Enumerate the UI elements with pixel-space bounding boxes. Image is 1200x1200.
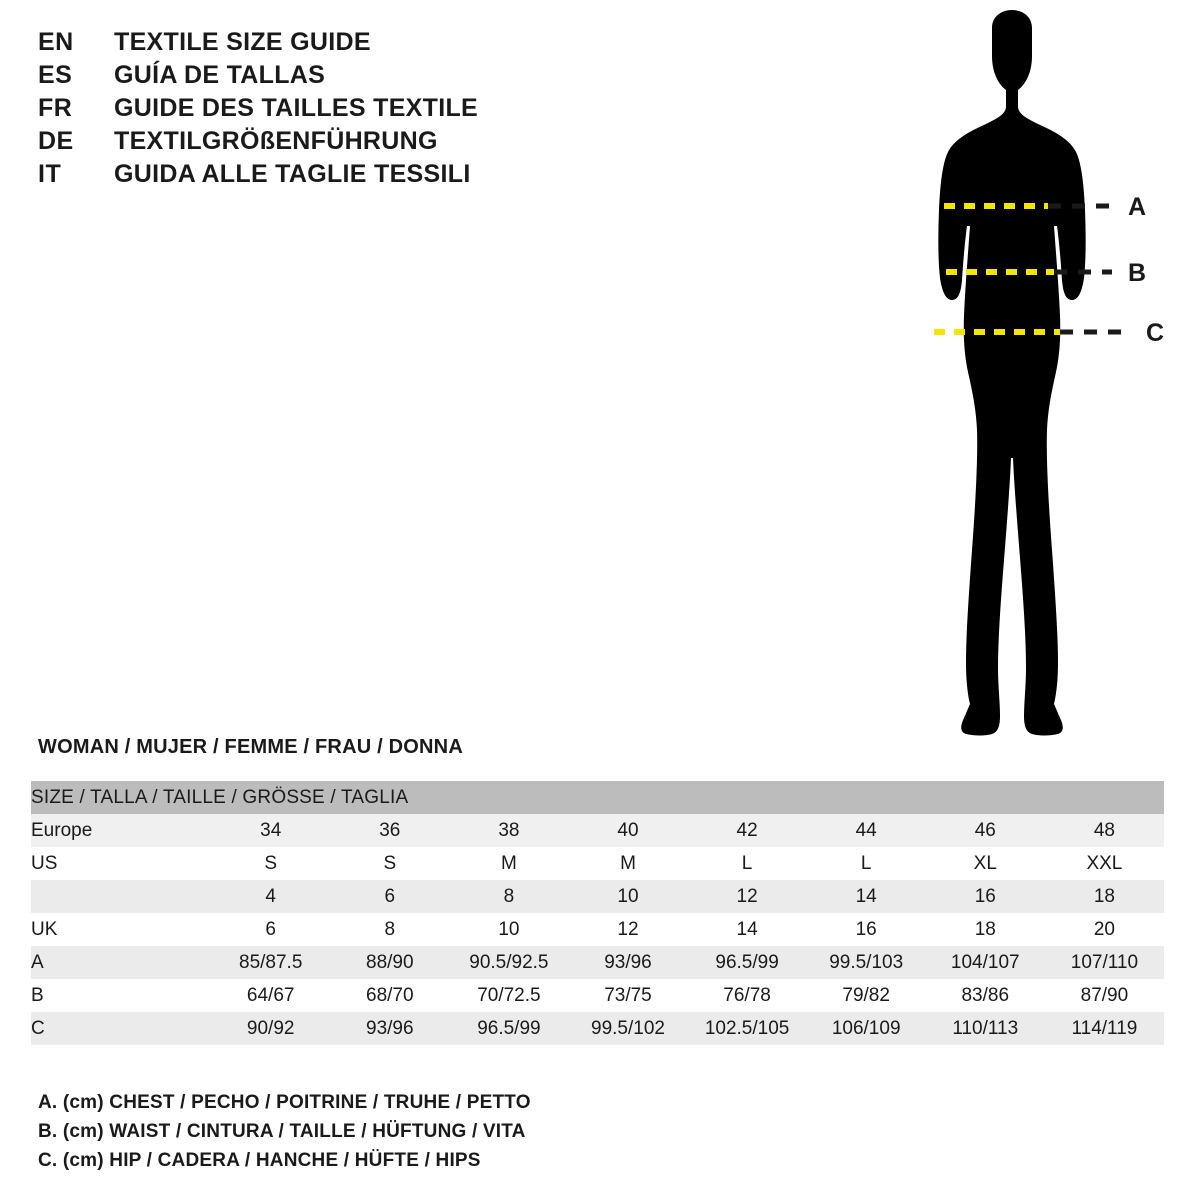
cell: 38: [498, 819, 520, 841]
row-label: A: [31, 951, 44, 973]
cell: 14: [855, 885, 877, 907]
cell: 110/113: [952, 1017, 1019, 1039]
cell: 8: [384, 918, 396, 940]
cell: M: [500, 852, 517, 874]
cell: 99.5/103: [829, 951, 904, 973]
language-title: TEXTILGRÖßENFÜHRUNG: [114, 127, 438, 155]
cell: 20: [1093, 918, 1115, 940]
language-code: DE: [38, 127, 74, 155]
row-label: Europe: [31, 819, 93, 841]
language-title: TEXTILE SIZE GUIDE: [114, 28, 371, 56]
cell: 46: [974, 819, 996, 841]
cell: 85/87.5: [239, 951, 303, 973]
cell: 70/72.5: [477, 984, 541, 1006]
cell: 99.5/102: [591, 1017, 665, 1039]
language-code: FR: [38, 94, 73, 122]
legend-hip: C. (cm) HIP / CADERA / HANCHE / HÜFTE / HIPS: [38, 1150, 481, 1171]
cell: 93/96: [366, 1017, 414, 1039]
cell: XL: [973, 852, 997, 874]
measure-label-c: C: [1146, 319, 1165, 347]
table-row: [31, 880, 1164, 913]
cell: 48: [1093, 819, 1115, 841]
table-row: [31, 946, 1164, 979]
language-title-list: [38, 28, 678, 193]
measure-label-b: B: [1128, 259, 1147, 287]
legend-chest: A. (cm) CHEST / PECHO / POITRINE / TRUHE / PETTO: [38, 1092, 531, 1113]
language-row: [38, 28, 678, 61]
cell: 87/90: [1080, 984, 1129, 1006]
table-header-band: [31, 781, 1164, 814]
cell: 88/90: [366, 951, 414, 973]
language-title: GUIDE DES TAILLES TEXTILE: [114, 94, 479, 122]
cell: 68/70: [366, 984, 414, 1006]
cell: 73/75: [604, 984, 652, 1006]
language-row: [38, 61, 678, 94]
size-table: [31, 781, 1164, 1045]
cell: 14: [736, 918, 758, 940]
table-row: [31, 847, 1164, 880]
cell: M: [620, 852, 636, 874]
cell: XXL: [1086, 852, 1123, 874]
cell: 96.5/99: [715, 951, 779, 973]
legend-waist: B. (cm) WAIST / CINTURA / TAILLE / HÜFTUNG / VITA: [38, 1121, 526, 1142]
row-label: C: [31, 1017, 45, 1039]
row-label: US: [31, 852, 58, 874]
language-title: GUÍA DE TALLAS: [114, 61, 326, 89]
cell: 4: [265, 885, 276, 907]
cell: 107/110: [1070, 951, 1139, 973]
table-row: [31, 913, 1164, 946]
cell: 16: [855, 918, 877, 940]
cell: 106/109: [831, 1017, 901, 1039]
cell: L: [860, 852, 872, 874]
language-row: [38, 160, 678, 193]
cell: 18: [974, 918, 996, 940]
cell: 10: [498, 918, 520, 940]
row-label: UK: [31, 918, 58, 940]
cell: 64/67: [246, 984, 295, 1006]
female-body-figure: [860, 10, 1190, 770]
cell: 36: [379, 819, 401, 841]
language-code: ES: [38, 61, 73, 89]
cell: 34: [260, 819, 282, 841]
cell: 6: [265, 918, 276, 940]
table-band-label: SIZE / TALLA / TAILLE / GRÖSSE / TAGLIA: [31, 781, 1164, 814]
cell: S: [383, 852, 397, 874]
cell: 83/86: [961, 984, 1010, 1006]
cell: 10: [617, 885, 639, 907]
cell: 6: [384, 885, 396, 907]
section-title: WOMAN / MUJER / FEMME / FRAU / DONNA: [38, 736, 463, 758]
cell: 76/78: [723, 984, 771, 1006]
cell: 42: [736, 819, 758, 841]
cell: 12: [617, 918, 639, 940]
cell: 12: [736, 885, 758, 907]
cell: 79/82: [842, 984, 890, 1006]
cell: 18: [1093, 885, 1115, 907]
language-code: IT: [38, 160, 62, 188]
language-title: GUIDA ALLE TAGLIE TESSILI: [114, 160, 471, 188]
cell: 90.5/92.5: [469, 951, 549, 973]
cell: 104/107: [950, 951, 1020, 973]
row-label: B: [31, 984, 44, 1006]
cell: 96.5/99: [477, 1017, 541, 1039]
cell: 16: [974, 885, 996, 907]
language-row: [38, 94, 678, 127]
row-label: [31, 880, 211, 913]
cell: 102.5/105: [704, 1017, 790, 1039]
cell: 40: [617, 819, 639, 841]
female-silhouette-icon: [860, 10, 1190, 770]
cell: 90/92: [246, 1017, 295, 1039]
cell: 44: [855, 819, 877, 841]
table-row: [31, 1012, 1164, 1045]
cell: S: [264, 852, 278, 874]
language-code: EN: [38, 28, 74, 56]
cell: L: [741, 852, 753, 874]
measurement-legend: [38, 1088, 938, 1175]
language-row: [38, 127, 678, 160]
measure-label-a: A: [1128, 193, 1147, 221]
table-row: [31, 814, 1164, 847]
cell: 93/96: [604, 951, 652, 973]
cell: 8: [503, 885, 515, 907]
table-row: [31, 979, 1164, 1012]
cell: 114/119: [1071, 1017, 1138, 1039]
